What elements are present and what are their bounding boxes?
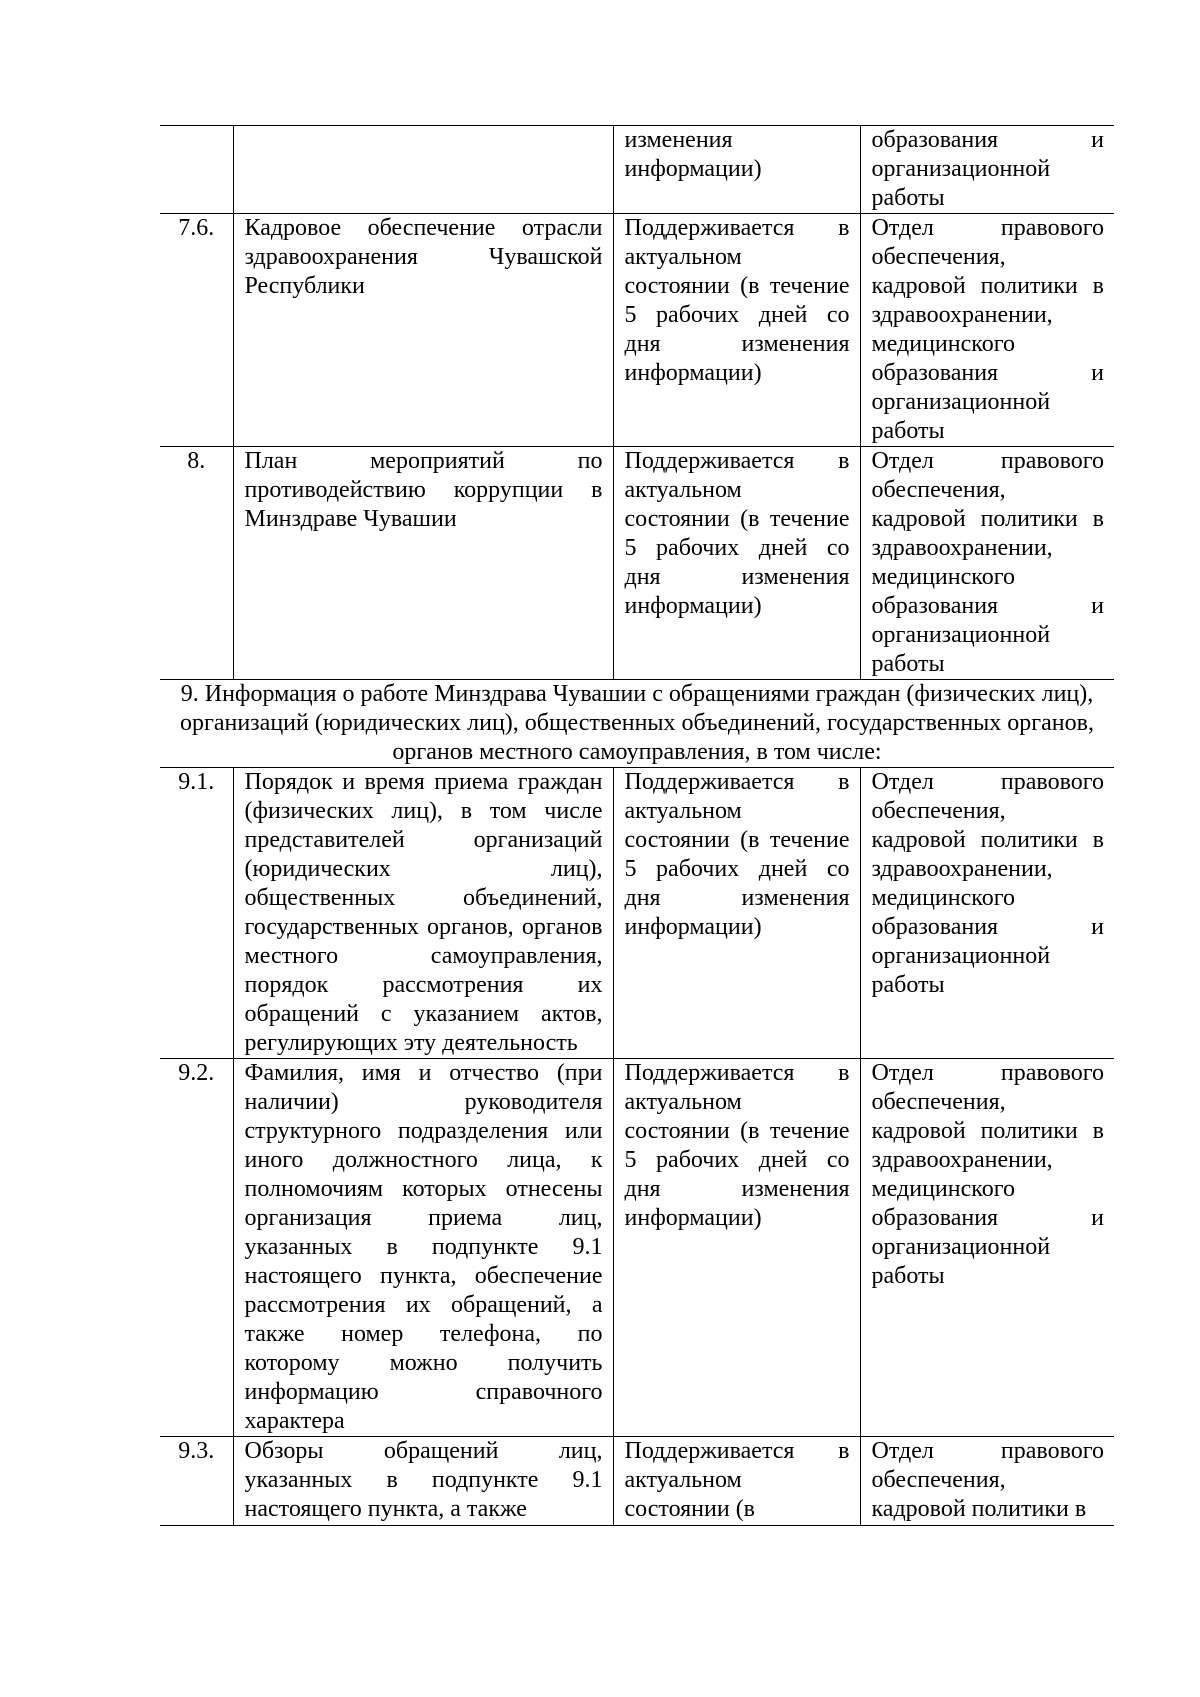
row-number: 9.2. <box>160 1059 233 1437</box>
row-title: Обзоры обращений лиц, указанных в подпункте 9.1 настоящего пункта, а также <box>233 1437 613 1526</box>
row-title: Кадровое обеспечение отрасли здравоохранения Чувашской Республики <box>233 214 613 447</box>
section-heading: 9. Информация о работе Минздрава Чувашии с обращениями граждан (физических лиц), организаций (юридических лиц), общественных объединений, государственных органов, органов местного самоуправления, в том числе: <box>160 680 1114 768</box>
row-title: Порядок и время приема граждан (физических лиц), в том числе представителей организаций (юридических лиц), общественных объединений, государственных органов, органов местного самоуправления, порядок рассмотрения их обращений с указанием актов, регулирующих эту деятельность <box>233 768 613 1059</box>
row-update-terms: изменения информации) <box>613 126 860 214</box>
row-number: 9.3. <box>160 1437 233 1526</box>
table-row <box>160 126 1114 214</box>
row-update-terms: Поддерживается в актуальном состоянии (в течение 5 рабочих дней со дня изменения информации) <box>613 214 860 447</box>
table-row <box>160 447 1114 680</box>
row-update-terms: Поддерживается в актуальном состоянии (в течение 5 рабочих дней со дня изменения информации) <box>613 768 860 1059</box>
row-responsible: Отдел правового обеспечения, кадровой политики в здравоохранении, медицинского образования и организационной работы <box>860 214 1114 447</box>
row-responsible: Отдел правового обеспечения, кадровой политики в здравоохранении, медицинского образования и организационной работы <box>860 1059 1114 1437</box>
row-number <box>160 126 233 214</box>
row-update-terms: Поддерживается в актуальном состоянии (в течение 5 рабочих дней со дня изменения информации) <box>613 447 860 680</box>
row-title <box>233 126 613 214</box>
row-responsible: Отдел правового обеспечения, кадровой политики в здравоохранении, медицинского образования и организационной работы <box>860 768 1114 1059</box>
table-row <box>160 1059 1114 1437</box>
row-number: 8. <box>160 447 233 680</box>
information-table <box>160 125 1114 1526</box>
table-row <box>160 1437 1114 1526</box>
table-row <box>160 768 1114 1059</box>
row-responsible: образования и организационной работы <box>860 126 1114 214</box>
row-number: 9.1. <box>160 768 233 1059</box>
table-row <box>160 214 1114 447</box>
row-update-terms: Поддерживается в актуальном состоянии (в <box>613 1437 860 1526</box>
row-title: План мероприятий по противодействию коррупции в Минздраве Чувашии <box>233 447 613 680</box>
section-heading-row <box>160 680 1114 768</box>
row-update-terms: Поддерживается в актуальном состоянии (в течение 5 рабочих дней со дня изменения информации) <box>613 1059 860 1437</box>
row-title: Фамилия, имя и отчество (при наличии) руководителя структурного подразделения или иного должностного лица, к полномочиям которых отнесены организация приема лиц, указанных в подпункте 9.1 настоящего пункта, обеспечение рассмотрения их обращений, а также номер телефона, по которому можно получить информацию справочного характера <box>233 1059 613 1437</box>
row-responsible: Отдел правового обеспечения, кадровой политики в <box>860 1437 1114 1526</box>
row-number: 7.6. <box>160 214 233 447</box>
row-responsible: Отдел правового обеспечения, кадровой политики в здравоохранении, медицинского образования и организационной работы <box>860 447 1114 680</box>
